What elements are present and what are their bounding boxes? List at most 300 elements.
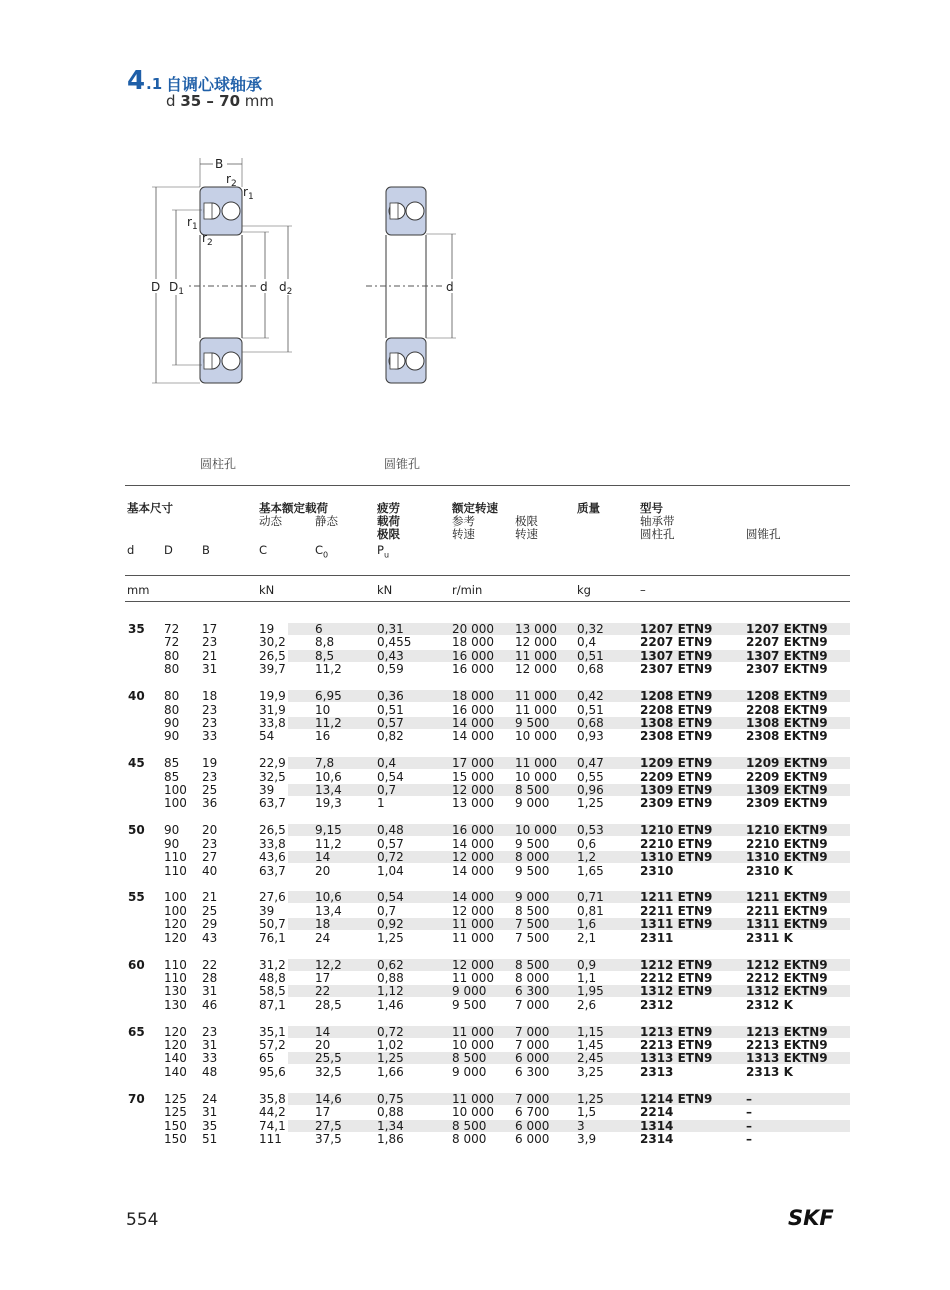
cell-lim: 7 500: [515, 917, 550, 932]
cell-lim: 8 000: [515, 850, 550, 865]
cell-c0: 17: [315, 970, 331, 985]
cell-c: 31,9: [259, 702, 286, 717]
cell-lim: 13 000: [515, 622, 557, 636]
cell-lim: 8 500: [515, 783, 550, 797]
table-row: [125, 985, 850, 998]
cell-ref: 12 000: [452, 957, 494, 972]
cell-d: 90: [164, 729, 180, 744]
cell-c: 76,1: [259, 930, 286, 945]
cell-c: 57,2: [259, 1038, 286, 1052]
cell-d: 60: [128, 957, 145, 972]
table-row: [125, 636, 850, 649]
cell-m: 3: [577, 1118, 585, 1133]
cell-d: 65: [128, 1024, 145, 1039]
cell-m: 1,15: [577, 1024, 604, 1039]
cell-tap: 1312 EKTN9: [746, 984, 828, 999]
cell-c0: 22: [315, 984, 331, 999]
cell-m: 0,55: [577, 769, 604, 784]
cell-lim: 6 000: [515, 1131, 550, 1146]
cell-tap: –: [746, 1131, 752, 1146]
cell-c0: 28,5: [315, 997, 342, 1012]
cell-c: 26,5: [259, 823, 286, 838]
cell-lim: 9 500: [515, 863, 550, 878]
cell-ref: 11 000: [452, 930, 494, 945]
cell-cyl: 1212 ETN9: [640, 957, 713, 972]
cell-ref: 11 000: [452, 1024, 494, 1039]
cell-ref: 16 000: [452, 823, 494, 838]
table-row: [125, 663, 850, 676]
table-row: [125, 932, 850, 945]
table-row: [125, 824, 850, 837]
table-row: [125, 1106, 850, 1119]
cell-d: 80: [164, 702, 180, 717]
table-row: [125, 757, 850, 770]
unit-mm: mm: [127, 583, 150, 597]
sym-C: C: [259, 543, 268, 557]
cell-b: 28: [202, 970, 218, 985]
cell-c0: 17: [315, 1105, 331, 1120]
cell-ref: 14 000: [452, 863, 494, 878]
table-row: [125, 865, 850, 878]
cell-c: 111: [259, 1131, 282, 1146]
cell-tap: 2210 EKTN9: [746, 836, 828, 851]
cell-d: 100: [164, 890, 187, 905]
cell-tap: 1310 EKTN9: [746, 850, 828, 865]
cell-tap: –: [746, 1105, 752, 1120]
cell-m: 0,51: [577, 648, 604, 663]
row-shading: [288, 1093, 850, 1105]
cell-lim: 7 500: [515, 930, 550, 945]
cell-m: 0,47: [577, 756, 604, 771]
cell-m: 0,96: [577, 783, 604, 797]
cell-b: 20: [202, 823, 218, 838]
cell-d: 125: [164, 1105, 187, 1120]
table-row: [125, 690, 850, 703]
cell-cyl: 2207 ETN9: [640, 635, 713, 650]
cell-m: 0,42: [577, 689, 604, 704]
cell-c: 43,6: [259, 850, 286, 865]
hdr-dynamic: 动态: [259, 514, 282, 528]
cell-b: 24: [202, 1091, 218, 1106]
cell-tap: 2307 EKTN9: [746, 662, 828, 677]
cell-m: 1,65: [577, 863, 604, 878]
cell-lim: 8 500: [515, 903, 550, 918]
cell-c: 19: [259, 622, 275, 636]
cell-cyl: 2209 ETN9: [640, 769, 713, 784]
cell-tap: 2207 EKTN9: [746, 635, 828, 650]
cell-tap: 1208 EKTN9: [746, 689, 828, 704]
table-row: [125, 797, 850, 810]
cell-c0: 16: [315, 729, 331, 744]
cell-b: 48: [202, 1064, 218, 1079]
table-row: [125, 959, 850, 972]
cell-c0: 11,2: [315, 836, 342, 851]
size-range: [166, 92, 274, 110]
cell-m: 1,25: [577, 796, 604, 811]
cell-cyl: 2308 ETN9: [640, 729, 713, 744]
table-row: [125, 650, 850, 663]
bearing-drawings: [140, 150, 470, 390]
unit-kg: kg: [577, 583, 591, 597]
cell-c0: 14,6: [315, 1091, 342, 1106]
cell-cyl: 2208 ETN9: [640, 702, 713, 717]
cell-d: 130: [164, 997, 187, 1012]
table-row: [125, 717, 850, 730]
cell-c: 50,7: [259, 917, 286, 932]
cell-cyl: 1209 ETN9: [640, 756, 713, 771]
label-r1-side: $r_1$: [187, 215, 198, 232]
table-row: [125, 1052, 850, 1065]
cell-m: 1,25: [577, 1091, 604, 1106]
cell-ref: 12 000: [452, 903, 494, 918]
cell-ref: 18 000: [452, 635, 494, 650]
cell-cyl: 1213 ETN9: [640, 1024, 713, 1039]
cell-c0: 8,5: [315, 648, 335, 663]
row-shading: [288, 1120, 850, 1132]
label-D1: $D_1$: [169, 280, 184, 297]
cell-lim: 10 000: [515, 729, 557, 744]
sym-d: d: [127, 543, 135, 557]
cell-m: 0,9: [577, 957, 597, 972]
cell-d: 55: [128, 890, 145, 905]
cell-pu: 0,75: [377, 1091, 404, 1106]
cell-pu: 0,54: [377, 769, 404, 784]
cell-b: 29: [202, 917, 218, 932]
cell-c: 58,5: [259, 984, 286, 999]
cell-c: 63,7: [259, 863, 286, 878]
cell-cyl: 2314: [640, 1131, 674, 1146]
cell-lim: 6 300: [515, 1064, 550, 1079]
cell-d: 140: [164, 1051, 187, 1066]
cell-d: 40: [128, 689, 145, 704]
cell-d: 110: [164, 850, 187, 865]
cell-d: 150: [164, 1118, 187, 1133]
cell-ref: 11 000: [452, 970, 494, 985]
cell-m: 0,81: [577, 903, 604, 918]
cell-c0: 14: [315, 850, 331, 865]
cell-c: 35,8: [259, 1091, 286, 1106]
cell-b: 31: [202, 662, 218, 677]
cell-m: 3,9: [577, 1131, 597, 1146]
cell-b: 22: [202, 957, 218, 972]
cell-cyl: 2211 ETN9: [640, 903, 713, 918]
cell-pu: 1,25: [377, 930, 404, 945]
cell-c0: 12,2: [315, 957, 342, 972]
cell-c0: 18: [315, 917, 331, 932]
cell-c: 39: [259, 903, 275, 918]
table-row: [125, 1133, 850, 1146]
svg-text:SKF: SKF: [788, 1208, 834, 1228]
cell-m: 0,4: [577, 635, 597, 650]
cell-d: 85: [164, 756, 180, 771]
hdr-reference-speed: 参考 转速: [452, 514, 475, 541]
cell-d: 72: [164, 622, 180, 636]
cell-lim: 11 000: [515, 756, 557, 771]
cell-pu: 0,43: [377, 648, 404, 663]
cell-m: 1,1: [577, 970, 597, 985]
cell-d: 45: [128, 756, 145, 771]
range-unit: mm: [244, 92, 275, 110]
cell-m: 0,68: [577, 715, 604, 730]
table-row: [125, 730, 850, 743]
table-row: [125, 1039, 850, 1052]
cell-d: 120: [164, 1024, 187, 1039]
skf-logo: [788, 1208, 852, 1233]
cell-lim: 6 000: [515, 1051, 550, 1066]
sym-D: D: [164, 543, 173, 557]
cell-c: 54: [259, 729, 275, 744]
header-bottom-rule: [125, 601, 850, 602]
cell-pu: 0,31: [377, 622, 404, 636]
cell-tap: 2311 K: [746, 930, 793, 945]
cell-b: 33: [202, 1051, 218, 1066]
label-B: B: [215, 157, 224, 171]
cell-c0: 27,5: [315, 1118, 342, 1133]
cell-ref: 20 000: [452, 622, 494, 636]
cell-cyl: 2214: [640, 1105, 674, 1120]
page-number: 554: [126, 1210, 159, 1230]
cell-tap: 1207 EKTN9: [746, 622, 828, 636]
cell-tap: 2211 EKTN9: [746, 903, 828, 918]
cell-d: 130: [164, 984, 187, 999]
cell-m: 0,71: [577, 890, 604, 905]
cell-pu: 0,88: [377, 1105, 404, 1120]
cell-pu: 1,86: [377, 1131, 404, 1146]
cell-cyl: 2307 ETN9: [640, 662, 713, 677]
cell-ref: 15 000: [452, 769, 494, 784]
cell-lim: 10 000: [515, 769, 557, 784]
cell-d: 110: [164, 957, 187, 972]
cell-ref: 16 000: [452, 702, 494, 717]
table-row: [125, 771, 850, 784]
cell-lim: 11 000: [515, 702, 557, 717]
cell-ref: 14 000: [452, 715, 494, 730]
cell-b: 21: [202, 648, 218, 663]
cell-c: 19,9: [259, 689, 286, 704]
cell-d: 150: [164, 1131, 187, 1146]
label-r1-top: $r_1$: [243, 185, 254, 202]
sym-Pu: $P_u$: [377, 543, 390, 560]
cell-ref: 14 000: [452, 836, 494, 851]
table-row: [125, 918, 850, 931]
hdr-speed-ratings: 额定转速: [452, 501, 498, 515]
cell-pu: 1,25: [377, 1051, 404, 1066]
cell-b: 51: [202, 1131, 218, 1146]
sym-B: B: [202, 543, 210, 557]
cell-c: 48,8: [259, 970, 286, 985]
cell-ref: 16 000: [452, 662, 494, 677]
cell-m: 1,95: [577, 984, 604, 999]
cell-pu: 1,02: [377, 1038, 404, 1052]
cell-b: 33: [202, 729, 218, 744]
cell-d: 120: [164, 1038, 187, 1052]
cell-c0: 14: [315, 1024, 331, 1039]
table-row: [125, 891, 850, 904]
cell-cyl: 2312: [640, 997, 674, 1012]
cell-d: 80: [164, 662, 180, 677]
cell-b: 23: [202, 715, 218, 730]
cell-tap: 1213 EKTN9: [746, 1024, 828, 1039]
cell-pu: 0,7: [377, 783, 397, 797]
cell-c: 44,2: [259, 1105, 286, 1120]
cell-pu: 0,36: [377, 689, 404, 704]
cell-c0: 10,6: [315, 890, 342, 905]
cell-d: 50: [128, 823, 145, 838]
cell-tap: 1309 EKTN9: [746, 783, 828, 797]
cell-b: 40: [202, 863, 218, 878]
cell-c: 39,7: [259, 662, 286, 677]
cell-cyl: 1312 ETN9: [640, 984, 713, 999]
cell-b: 21: [202, 890, 218, 905]
cell-tap: 2313 K: [746, 1064, 793, 1079]
cell-lim: 6 000: [515, 1118, 550, 1133]
caption-tapered-bore: 圆锥孔: [384, 457, 421, 471]
cell-pu: 0,54: [377, 890, 404, 905]
cell-b: 23: [202, 702, 218, 717]
cell-b: 25: [202, 783, 218, 797]
cell-d: 100: [164, 783, 187, 797]
cell-m: 0,53: [577, 823, 604, 838]
cell-tap: 2209 EKTN9: [746, 769, 828, 784]
cell-c0: 37,5: [315, 1131, 342, 1146]
cell-pu: 1: [377, 796, 385, 811]
hdr-load-ratings: 基本额定载荷: [259, 501, 328, 515]
cell-cyl: 2313: [640, 1064, 674, 1079]
cell-pu: 0,57: [377, 715, 404, 730]
cell-pu: 1,34: [377, 1118, 404, 1133]
hdr-static: 静态: [315, 514, 338, 528]
table-row: [125, 851, 850, 864]
cell-tap: 2309 EKTN9: [746, 796, 828, 811]
unit-designation: –: [640, 583, 646, 597]
table-row: [125, 838, 850, 851]
unit-kn: kN: [259, 583, 275, 597]
hdr-limiting-speed: 极限 转速: [515, 514, 538, 541]
cell-c: 95,6: [259, 1064, 286, 1079]
hdr-fatigue: 疲劳 载荷 极限: [377, 501, 400, 541]
cell-tap: 1313 EKTN9: [746, 1051, 828, 1066]
cell-d: 85: [164, 769, 180, 784]
cell-b: 23: [202, 1024, 218, 1039]
cell-b: 43: [202, 930, 218, 945]
cell-m: 2,1: [577, 930, 597, 945]
cell-c0: 32,5: [315, 1064, 342, 1079]
cell-lim: 9 000: [515, 890, 550, 905]
cell-d: 70: [128, 1091, 145, 1106]
cell-pu: 0,48: [377, 823, 404, 838]
section-number: 4: [127, 66, 145, 96]
label-r2-inner: $r_2$: [202, 231, 213, 248]
cell-tap: 2312 K: [746, 997, 793, 1012]
cell-c0: 8,8: [315, 635, 335, 650]
cell-cyl: 2311: [640, 930, 674, 945]
cell-pu: 0,4: [377, 756, 397, 771]
cell-lim: 11 000: [515, 689, 557, 704]
cell-lim: 11 000: [515, 648, 557, 663]
cell-ref: 9 500: [452, 997, 487, 1012]
cell-c0: 13,4: [315, 903, 342, 918]
cell-c: 27,6: [259, 890, 286, 905]
cell-pu: 0,72: [377, 850, 404, 865]
cell-c0: 11,2: [315, 662, 342, 677]
label-d-tapered: d: [446, 280, 454, 294]
cell-cyl: 1307 ETN9: [640, 648, 713, 663]
cell-pu: 0,82: [377, 729, 404, 744]
cell-c: 87,1: [259, 997, 286, 1012]
cell-d: 80: [164, 648, 180, 663]
cell-d: 110: [164, 863, 187, 878]
cell-c0: 6,95: [315, 689, 342, 704]
cell-ref: 16 000: [452, 648, 494, 663]
cell-d: 90: [164, 823, 180, 838]
cell-ref: 14 000: [452, 890, 494, 905]
cell-b: 31: [202, 1105, 218, 1120]
cell-c: 39: [259, 783, 275, 797]
cell-lim: 8 500: [515, 957, 550, 972]
cell-pu: 0,88: [377, 970, 404, 985]
cell-c: 33,8: [259, 836, 286, 851]
cell-b: 23: [202, 635, 218, 650]
cell-ref: 11 000: [452, 917, 494, 932]
cell-cyl: 1311 ETN9: [640, 917, 713, 932]
cell-d: 80: [164, 689, 180, 704]
cell-b: 46: [202, 997, 218, 1012]
cell-lim: 9 500: [515, 715, 550, 730]
cell-pu: 0,59: [377, 662, 404, 677]
cell-tap: 1211 EKTN9: [746, 890, 828, 905]
label-D: D: [151, 280, 161, 294]
cell-c: 35,1: [259, 1024, 286, 1039]
cell-c: 26,5: [259, 648, 286, 663]
cell-d: 35: [128, 622, 145, 636]
cell-b: 27: [202, 850, 218, 865]
cell-b: 35: [202, 1118, 218, 1133]
skf-logo-mark: [788, 1208, 852, 1228]
cell-c0: 13,4: [315, 783, 342, 797]
cell-c0: 10,6: [315, 769, 342, 784]
cell-tap: 1209 EKTN9: [746, 756, 828, 771]
cell-m: 1,45: [577, 1038, 604, 1052]
cell-c0: 24: [315, 930, 331, 945]
cell-d: 140: [164, 1064, 187, 1079]
hdr-tapered-bore: 圆锥孔: [746, 527, 781, 541]
cell-c0: 20: [315, 863, 331, 878]
cell-lim: 7 000: [515, 1091, 550, 1106]
cell-ref: 8 000: [452, 1131, 487, 1146]
cell-cyl: 1208 ETN9: [640, 689, 713, 704]
cell-m: 0,32: [577, 622, 604, 636]
cell-m: 0,51: [577, 702, 604, 717]
cell-cyl: 1207 ETN9: [640, 622, 713, 636]
unit-rmin: r/min: [452, 583, 483, 597]
cell-tap: 1212 EKTN9: [746, 957, 828, 972]
cell-c: 63,7: [259, 796, 286, 811]
cell-m: 3,25: [577, 1064, 604, 1079]
cell-cyl: 1210 ETN9: [640, 823, 713, 838]
cell-d: 90: [164, 836, 180, 851]
cell-lim: 6 300: [515, 984, 550, 999]
cell-lim: 7 000: [515, 1038, 550, 1052]
cell-d: 90: [164, 715, 180, 730]
cell-c0: 20: [315, 1038, 331, 1052]
caption-cylindrical-bore: 圆柱孔: [200, 457, 237, 471]
cell-c: 65: [259, 1051, 275, 1066]
unit-kn-fatigue: kN: [377, 583, 393, 597]
cell-pu: 1,46: [377, 997, 404, 1012]
cell-c: 33,8: [259, 715, 286, 730]
cell-c0: 10: [315, 702, 331, 717]
table-row: [125, 972, 850, 985]
